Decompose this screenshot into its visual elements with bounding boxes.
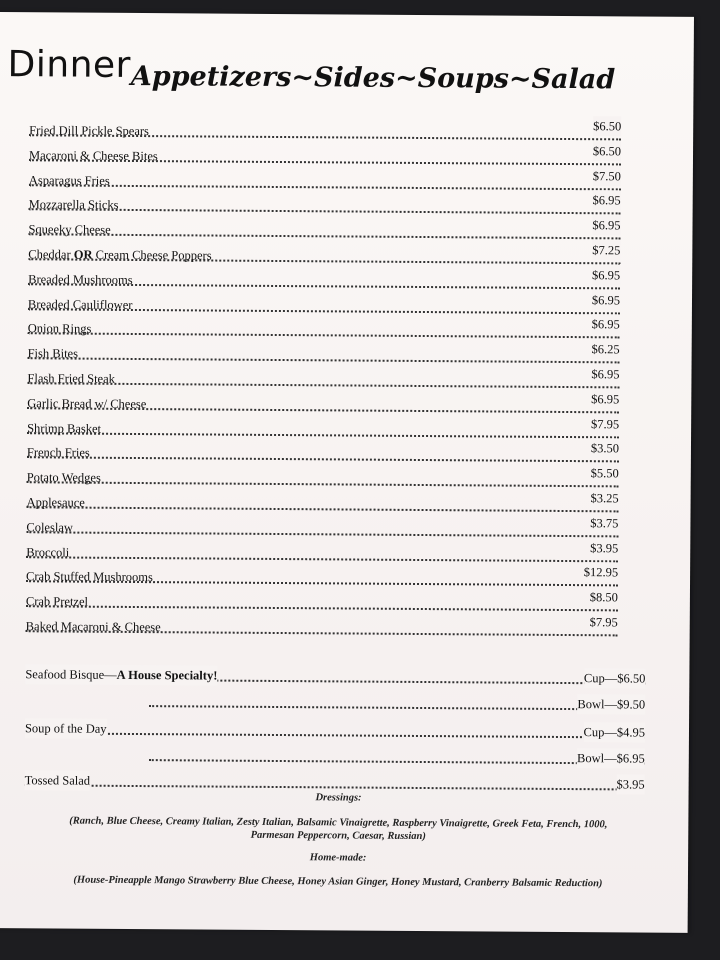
menu-item-row bbox=[27, 368, 619, 392]
soup-row-bisque-bowl bbox=[149, 691, 645, 714]
menu-item-price: $6.95 bbox=[592, 215, 620, 235]
leader-dots bbox=[149, 705, 645, 710]
menu-item-row bbox=[28, 294, 620, 318]
leader-dots bbox=[27, 432, 619, 438]
menu-item-row bbox=[29, 120, 621, 144]
menu-item-row bbox=[29, 145, 621, 169]
menu-item-row bbox=[28, 319, 620, 343]
menu-item-price: $3.50 bbox=[591, 439, 619, 459]
menu-item-price: $6.95 bbox=[591, 389, 619, 409]
bisque-specialty: A House Specialty! bbox=[116, 667, 218, 683]
menu-item-name: Squeeky Cheese bbox=[28, 222, 111, 238]
menu-item-price: $6.25 bbox=[591, 339, 619, 359]
menu-item-name: Fried Dill Pickle Spears bbox=[29, 123, 150, 139]
menu-item-price: $6.50 bbox=[593, 116, 621, 136]
menu-item-row bbox=[29, 195, 621, 219]
leader-dots bbox=[27, 457, 619, 463]
menu-item-name: Breaded Cauliflower bbox=[27, 296, 133, 312]
menu-item-name: Crab Stuffed Mushrooms bbox=[26, 569, 153, 585]
menu-item-name: Asparagus Fries bbox=[28, 172, 110, 188]
leader-dots bbox=[27, 506, 619, 512]
menu-item-name: Coleslaw bbox=[26, 520, 73, 535]
bisque-bowl-price: Bowl—$9.50 bbox=[577, 694, 645, 714]
menu-item-row bbox=[27, 467, 619, 491]
menu-item-row bbox=[27, 492, 619, 516]
menu-subtitle: Appetizers~Sides~Soups~Salad bbox=[130, 60, 616, 96]
menu-item-name: Crab Pretzel bbox=[25, 594, 89, 609]
menu-item-name: Shrimp Basket bbox=[27, 420, 102, 436]
menu-header bbox=[7, 44, 616, 96]
homemade-heading: Home-made: bbox=[309, 852, 367, 864]
soup-day-bowl-price: Bowl—$6.95 bbox=[577, 748, 645, 768]
menu-item-name: Broccoli bbox=[26, 544, 70, 560]
menu-items-list bbox=[25, 119, 622, 635]
menu-item-row bbox=[28, 244, 620, 268]
soup-day-cup-price: Cup—$4.95 bbox=[583, 722, 645, 742]
menu-item-name: French Fries bbox=[26, 445, 90, 461]
menu-item-row bbox=[28, 269, 620, 293]
menu-item-name: Flash Fried Steak bbox=[27, 371, 115, 386]
leader-dots bbox=[25, 732, 645, 738]
menu-item-name: Onion Rings bbox=[27, 321, 92, 337]
leader-dots bbox=[26, 556, 618, 562]
bisque-name: Seafood Bisque— bbox=[25, 667, 117, 682]
menu-item-name: Fish Bites bbox=[27, 346, 79, 361]
menu-item-row bbox=[26, 567, 618, 591]
menu-item-name: Applesauce bbox=[26, 495, 85, 510]
menu-page bbox=[0, 12, 694, 933]
menu-item-price: $6.50 bbox=[593, 141, 621, 161]
leader-dots bbox=[29, 184, 621, 190]
leader-dots bbox=[28, 333, 620, 339]
leader-dots bbox=[26, 531, 618, 537]
menu-item-price: $7.95 bbox=[591, 414, 619, 434]
menu-item-name: Breaded Mushrooms bbox=[28, 272, 133, 287]
menu-item-row bbox=[28, 343, 620, 367]
soup-row-day-cup bbox=[25, 718, 645, 742]
menu-item-price: $3.95 bbox=[590, 538, 618, 558]
salad-name: Tossed Salad bbox=[25, 770, 91, 790]
menu-item-row bbox=[26, 616, 618, 640]
dressings-heading: Dressings: bbox=[315, 792, 362, 804]
menu-item-row bbox=[27, 418, 619, 442]
menu-item-price: $6.95 bbox=[592, 265, 620, 285]
menu-item-row bbox=[26, 591, 618, 615]
leader-dots bbox=[149, 759, 645, 764]
menu-item-row bbox=[27, 393, 619, 417]
leader-dots bbox=[26, 605, 618, 611]
dressings-list: (Ranch, Blue Cheese, Creamy Italian, Zesty Italian, Balsamic Vinaigrette, Raspberry Vinaigrette, Greek Feta, French, 1000, Parmesan Peppercorn, Caesar, Russian) bbox=[69, 815, 608, 843]
menu-item-price: $6.95 bbox=[591, 364, 619, 384]
menu-item-row bbox=[29, 170, 621, 194]
menu-item-price: $7.25 bbox=[592, 240, 620, 260]
menu-item-price: $7.50 bbox=[593, 166, 621, 186]
soup-day-name: Soup of the Day bbox=[25, 718, 107, 739]
menu-item-price: $12.95 bbox=[584, 563, 619, 583]
leader-dots bbox=[25, 784, 645, 790]
menu-item-row bbox=[28, 219, 620, 243]
leader-dots bbox=[27, 382, 619, 388]
soup-row-bisque-cup bbox=[25, 664, 645, 688]
bisque-cup-price: Cup—$6.50 bbox=[584, 668, 646, 688]
menu-item-price: $7.95 bbox=[590, 612, 618, 632]
menu-item-row bbox=[26, 517, 618, 541]
soup-row-day-bowl bbox=[149, 745, 645, 768]
menu-item-price: $6.95 bbox=[592, 315, 620, 335]
salad-price: $3.95 bbox=[616, 774, 644, 794]
leader-dots bbox=[27, 481, 619, 487]
menu-item-price: $3.75 bbox=[590, 513, 618, 533]
menu-item-name: Cheddar OR Cream Cheese Poppers bbox=[28, 247, 212, 263]
menu-item-price: $3.25 bbox=[590, 488, 618, 508]
menu-item-name: Garlic Bread w/ Cheese bbox=[27, 396, 147, 411]
menu-item-name: Macaroni & Cheese Bites bbox=[28, 148, 158, 163]
menu-item-price: $5.50 bbox=[591, 463, 619, 483]
menu-item-price: $8.50 bbox=[590, 587, 618, 607]
menu-item-row bbox=[27, 443, 619, 467]
menu-item-name: Baked Macaroni & Cheese bbox=[25, 619, 161, 635]
menu-item-price: $6.95 bbox=[593, 191, 621, 211]
leader-dots bbox=[28, 233, 620, 239]
soups-salad-section bbox=[24, 664, 646, 792]
menu-title: Dinner bbox=[7, 44, 132, 86]
homemade-list: (House-Pineapple Mango Strawberry Blue Cheese, Honey Asian Ginger, Honey Mustard, Cranberry Balsamic Reduction) bbox=[73, 874, 603, 890]
menu-item-name: Mozzarella Sticks bbox=[28, 197, 119, 213]
leader-dots bbox=[28, 357, 620, 363]
menu-item-row bbox=[26, 542, 618, 566]
menu-item-price: $6.95 bbox=[592, 290, 620, 310]
menu-item-name: Potato Wedges bbox=[26, 470, 101, 485]
